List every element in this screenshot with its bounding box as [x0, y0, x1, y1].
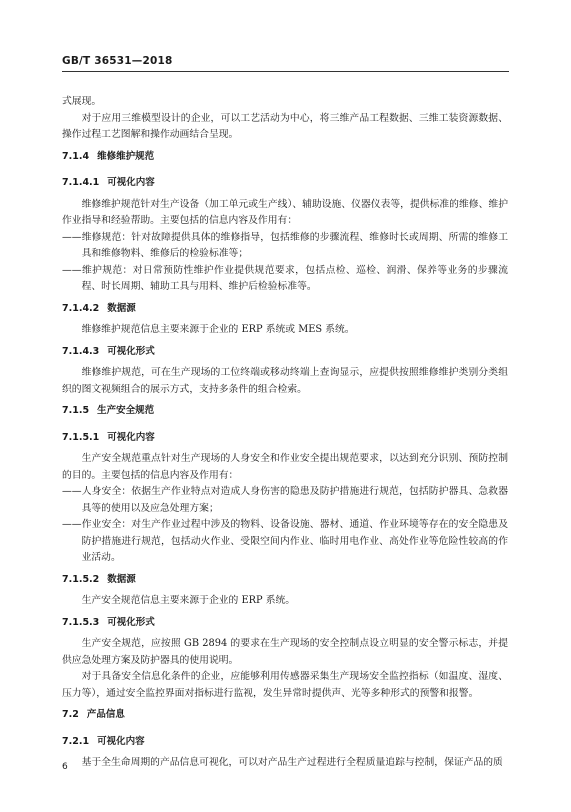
section-number: 7.1.4: [62, 150, 90, 162]
document-body: [62, 94, 508, 772]
section-title: 数据源: [107, 573, 136, 585]
section-title: 产品信息: [86, 709, 125, 720]
section-heading: [62, 344, 508, 361]
section-number: 7.2.1: [62, 735, 90, 747]
list-item: ——维修规范：针对故障提供具体的维修指导，包括维修的步骤流程、维修时长或周期、所需的维修工具和维修物料、维修后的检验标准等；: [62, 231, 508, 259]
section-number: 7.1.4.2: [62, 302, 100, 314]
section-heading: [62, 572, 508, 589]
section-title: 可视化内容: [107, 177, 155, 188]
paragraph: 对于具备安全信息化条件的企业，应能够利用传感器采集生产现场安全监控指标（如温度、湿度、压力等），通过安全监控界面对指标进行监视，发生异常时提供声、光等多种形式的预警和报警。: [62, 671, 508, 699]
list-item: ——维护规范：对日常预防性维护作业提供规范要求，包括点检、巡检、润滑、保养等业务的步骤流程、时长周期、辅助工具与用料、维护后检验标准等。: [62, 264, 508, 292]
section-number: 7.1.5: [62, 405, 90, 416]
section-heading: [62, 175, 508, 192]
paragraph: 式展现。: [62, 96, 102, 107]
page-number: 6: [62, 762, 68, 772]
section-heading: [62, 149, 508, 166]
section-heading: [62, 430, 508, 447]
section-number: 7.1.4.1: [62, 177, 100, 188]
section-title: 维修维护规范: [97, 150, 155, 162]
paragraph: 维修维护规范信息主要来源于企业的 ERP 系统或 MES 系统。: [81, 324, 355, 335]
paragraph: 基于全生命周期的产品信息可视化，可以对产品生产过程进行全程质量追踪与控制，保证产品的质: [81, 757, 503, 768]
paragraph: 生产安全规范，应按照 GB 2894 的要求在生产现场的安全控制点设立明显的安全警示标志，并提供应急处理方案及防护器具的使用说明。: [62, 638, 508, 666]
section-heading: [62, 707, 508, 724]
section-heading: [62, 734, 508, 751]
list-item: ——人身安全：依据生产作业特点对造成人身伤害的隐患及防护措施进行规范，包括防护器具、急救器具等的使用以及应急处理方案；: [62, 486, 508, 514]
section-title: 生产安全规范: [97, 405, 155, 416]
section-number: 7.1.5.1: [62, 431, 100, 443]
section-number: 7.1.4.3: [62, 345, 100, 357]
section-title: 可视化形式: [107, 616, 155, 628]
section-heading: [62, 403, 508, 420]
section-number: 7.1.5.3: [62, 616, 100, 628]
section-title: 可视化形式: [107, 345, 155, 357]
paragraph: 生产安全规范信息主要来源于企业的 ERP 系统。: [81, 595, 296, 606]
section-heading: [62, 301, 508, 318]
header-rule: [62, 71, 509, 72]
section-title: 数据源: [107, 302, 136, 314]
paragraph: 对于应用三维模型设计的企业，可以工艺活动为中心，将三维产品工程数据、三维工装资源数据、操作过程工艺图解和操作动画结合呈现。: [62, 112, 508, 140]
section-number: 7.2: [62, 709, 79, 720]
standard-header: GB/T 36531—2018: [62, 55, 173, 67]
paragraph: 维修维护规范针对生产设备（加工单元或生产线）、辅助设施、仪器仪表等，提供标准的维修、维护作业指导和经验帮助。主要包括的信息内容及作用有：: [62, 198, 508, 226]
section-heading: [62, 615, 508, 632]
paragraph: 生产安全规范重点针对生产现场的人身安全和作业安全提出规范要求，以达到充分识别、预防控制的目的。主要包括的信息内容及作用有：: [62, 453, 508, 481]
list-item: ——作业安全：对生产作业过程中涉及的物料、设备设施、器材、通道、作业环境等存在的安全隐患及防护措施进行规范，包括动火作业、受限空间内作业、临时用电作业、高处作业等危险性较高的作业活动。: [62, 519, 508, 563]
section-title: 可视化内容: [107, 431, 155, 443]
section-title: 可视化内容: [97, 735, 145, 747]
paragraph: 维修维护规范，可在生产现场的工位终端或移动终端上查询显示，应提供按照维修维护类别分类组织的图文视频组合的展示方式，支持多条件的组合检索。: [62, 367, 508, 395]
section-number: 7.1.5.2: [62, 573, 100, 585]
